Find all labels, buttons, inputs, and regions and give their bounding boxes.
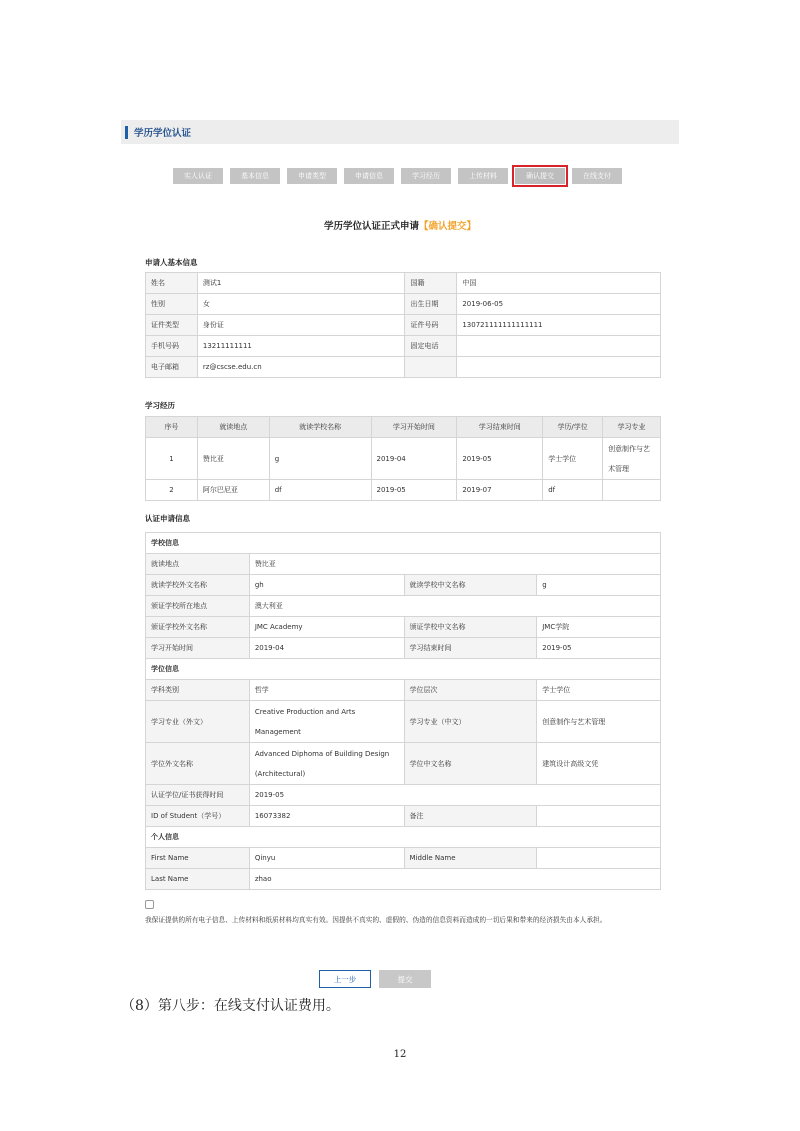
cell-label: 性别: [146, 294, 198, 315]
table-row: [146, 743, 661, 785]
table-row: [146, 575, 661, 596]
cell-label: 就读学校中文名称: [404, 575, 537, 596]
cell-value: 女: [197, 294, 405, 315]
step-caption: （8）第八步：在线支付认证费用。: [121, 998, 340, 1014]
cell-value: 13211111111: [197, 336, 405, 357]
cell-value: g: [269, 438, 371, 480]
cell-label: 姓名: [146, 273, 198, 294]
step-confirm-submit[interactable]: 确认提交: [515, 168, 565, 184]
cell-value: df: [269, 480, 371, 501]
basic-info-title: 申请人基本信息: [145, 258, 198, 267]
step-upload[interactable]: 上传材料: [458, 168, 508, 184]
table-row: [146, 294, 661, 315]
table-row: [146, 617, 661, 638]
cell-value: 2019-04: [249, 638, 404, 659]
cell-value: [537, 806, 661, 827]
submit-button[interactable]: 提交: [379, 970, 431, 988]
table-row: [146, 480, 661, 501]
cell-value: 16073382: [249, 806, 404, 827]
cell-value: 2019-07: [457, 480, 543, 501]
cell-value: [603, 480, 661, 501]
cell-label: 电子邮箱: [146, 357, 198, 378]
table-row: [146, 596, 661, 617]
table-row: [146, 336, 661, 357]
table-row: [146, 438, 661, 480]
cell-label: 颁证学校中文名称: [404, 617, 537, 638]
cell-value: 测试1: [197, 273, 405, 294]
cell-value: [457, 357, 661, 378]
cell-value: Advanced Diphoma of Building Design (Architectural): [249, 743, 404, 785]
cell-value: 学士学位: [537, 680, 661, 701]
cell-value: [457, 336, 661, 357]
group-row: [146, 533, 661, 554]
cell-label: 出生日期: [405, 294, 457, 315]
table-row: [146, 638, 661, 659]
cell-value: g: [537, 575, 661, 596]
agreement-text: 我保证提供的所有电子信息、上传材料和纸质材料均真实有效。因提供不真实的、虚假的、伪造的信息资料而造成的一切后果和带来的经济损失由本人承担。: [145, 916, 607, 924]
cell-value: 130721111111111111: [457, 315, 661, 336]
cell-value: 赞比亚: [249, 554, 660, 575]
cell-label: 证件号码: [405, 315, 457, 336]
form-title-highlight: 【确认提交】: [419, 221, 477, 232]
page-title: 学历学位认证: [134, 128, 192, 139]
cell-label: 手机号码: [146, 336, 198, 357]
cell-label: Last Name: [146, 869, 250, 890]
cell-label: 学习专业（中文）: [404, 701, 537, 743]
cell-value: 建筑设计高级文凭: [537, 743, 661, 785]
table-row: [146, 680, 661, 701]
cell-value: JMC Academy: [249, 617, 404, 638]
cell-value: rz@cscse.edu.cn: [197, 357, 405, 378]
group-title-school: 学校信息: [146, 533, 661, 554]
group-row: [146, 659, 661, 680]
cell-value: 2019-06-05: [457, 294, 661, 315]
group-row: [146, 827, 661, 848]
cell-value: 2019-05: [537, 638, 661, 659]
cell-label: ID of Student（学号）: [146, 806, 250, 827]
cell-label: 固定电话: [405, 336, 457, 357]
cell-label: 学位外文名称: [146, 743, 250, 785]
cell-value: 中国: [457, 273, 661, 294]
section-header: [121, 120, 679, 144]
table-row: [146, 848, 661, 869]
cell-label: 国籍: [405, 273, 457, 294]
step-study-history[interactable]: 学习经历: [401, 168, 451, 184]
column-header: 序号: [146, 417, 198, 438]
cell-label: 备注: [404, 806, 537, 827]
cell-label: 学习结束时间: [404, 638, 537, 659]
cell-label: 学科类别: [146, 680, 250, 701]
table-row: [146, 273, 661, 294]
table-row: [146, 869, 661, 890]
cell-value: 身份证: [197, 315, 405, 336]
group-title-personal: 个人信息: [146, 827, 661, 848]
cell-label: 颁证学校外文名称: [146, 617, 250, 638]
prev-step-button[interactable]: 上一步: [319, 970, 371, 988]
cell-label: 就读地点: [146, 554, 250, 575]
cell-label: 认证学位/证书获得时间: [146, 785, 250, 806]
column-header: 就读地点: [197, 417, 269, 438]
agreement-checkbox[interactable]: [145, 900, 154, 909]
cell-value: df: [543, 480, 603, 501]
column-header: 学习专业: [603, 417, 661, 438]
cell-value: 2019-05: [249, 785, 660, 806]
cell-label: 就读学校外文名称: [146, 575, 250, 596]
step-apply-info[interactable]: 申请信息: [344, 168, 394, 184]
cell-label: 学习开始时间: [146, 638, 250, 659]
cell-label: 学位中文名称: [404, 743, 537, 785]
table-row: [146, 806, 661, 827]
column-header: 就读学校名称: [269, 417, 371, 438]
table-row: [146, 554, 661, 575]
column-header: 学习结束时间: [457, 417, 543, 438]
table-row: [146, 357, 661, 378]
cell-value: 2019-05: [371, 480, 457, 501]
cert-info-title: 认证申请信息: [145, 514, 190, 523]
form-actions: [319, 970, 431, 988]
cell-label: 颁证学校所在地点: [146, 596, 250, 617]
cell-value: 1: [146, 438, 198, 480]
step-navigation: [173, 168, 622, 184]
cell-label: 证件类型: [146, 315, 198, 336]
step-basic-info[interactable]: 基本信息: [230, 168, 280, 184]
study-history-table: [145, 416, 661, 501]
table-row: [146, 785, 661, 806]
cell-label: First Name: [146, 848, 250, 869]
cell-label: Middle Name: [404, 848, 537, 869]
cell-label: [405, 357, 457, 378]
form-title: [121, 218, 679, 232]
column-header: 学历/学位: [543, 417, 603, 438]
cell-label: 学位层次: [404, 680, 537, 701]
cell-label: 学习专业（外文）: [146, 701, 250, 743]
cell-value: 2: [146, 480, 198, 501]
cert-info-table: [145, 532, 661, 890]
cell-value: 创意制作与艺术管理: [537, 701, 661, 743]
header-accent-bar: [125, 126, 128, 139]
agreement-checkbox-wrap: [145, 900, 154, 909]
basic-info-table: [145, 272, 661, 378]
step-online-payment[interactable]: 在线支付: [572, 168, 622, 184]
cell-value: 澳大利亚: [249, 596, 660, 617]
step-identity[interactable]: 实人认证: [173, 168, 223, 184]
cell-value: 哲学: [249, 680, 404, 701]
cell-value: Creative Production and Arts Management: [249, 701, 404, 743]
cell-value: JMC学院: [537, 617, 661, 638]
cell-value: 赞比亚: [197, 438, 269, 480]
study-history-title: 学习经历: [145, 401, 175, 410]
step-apply-type[interactable]: 申请类型: [287, 168, 337, 184]
cell-value: [537, 848, 661, 869]
table-row: [146, 315, 661, 336]
cell-value: 创意制作与艺术管理: [603, 438, 661, 480]
form-title-text: 学历学位认证正式申请: [323, 221, 419, 232]
table-row: [146, 701, 661, 743]
cell-value: zhao: [249, 869, 660, 890]
cell-value: 2019-05: [457, 438, 543, 480]
cell-value: 阿尔巴尼亚: [197, 480, 269, 501]
cell-value: gh: [249, 575, 404, 596]
table-header-row: [146, 417, 661, 438]
cell-value: Qinyu: [249, 848, 404, 869]
cell-value: 学士学位: [543, 438, 603, 480]
cell-value: 2019-04: [371, 438, 457, 480]
group-title-degree: 学位信息: [146, 659, 661, 680]
application-panel: [121, 120, 679, 984]
page-number: 12: [393, 1049, 407, 1060]
column-header: 学习开始时间: [371, 417, 457, 438]
